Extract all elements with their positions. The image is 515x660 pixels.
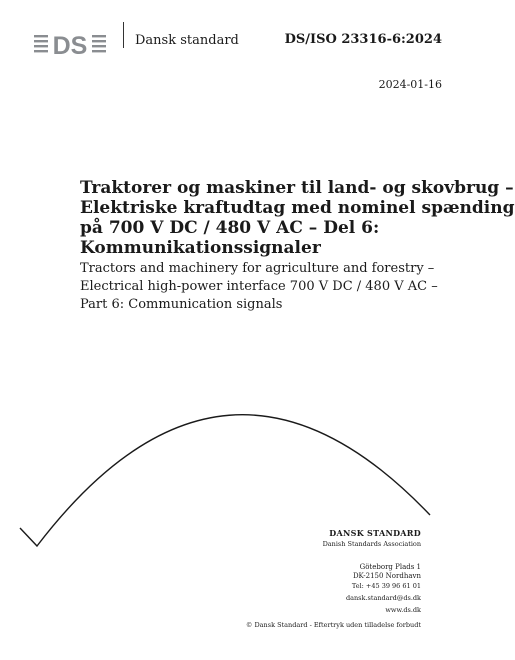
organization-name-english: Danish Standards Association xyxy=(322,540,421,548)
title-danish-line: Traktorer og maskiner til land- og skovbrug – xyxy=(80,178,514,198)
title-danish-line: Kommunikationssignaler xyxy=(80,238,321,258)
organization-name: DANSK STANDARD xyxy=(329,528,421,538)
ds-logo-text: DS xyxy=(52,32,88,60)
website: www.ds.dk xyxy=(385,606,421,614)
title-danish xyxy=(80,178,515,258)
title-english-line: Tractors and machinery for agriculture and forestry – xyxy=(80,261,435,276)
contact-block xyxy=(346,580,421,616)
address-line: Göteborg Plads 1 xyxy=(359,563,421,571)
phone-number: Tel: +45 39 96 61 01 xyxy=(351,582,421,590)
publisher-label: Dansk standard xyxy=(135,33,239,48)
organization-block xyxy=(323,528,421,548)
title-danish-line: Elektriske kraftudtag med nominel spænding xyxy=(80,198,515,218)
title-english xyxy=(80,260,450,314)
email-address: dansk.standard@ds.dk xyxy=(345,594,421,602)
publication-date: 2024-01-16 xyxy=(378,78,442,91)
address-line: DK-2150 Nordhavn xyxy=(352,572,421,580)
ds-logo xyxy=(34,32,106,58)
standard-designation: DS/ISO 23316-6:2024 xyxy=(284,32,442,47)
title-danish-line: på 700 V DC / 480 V AC – Del 6: xyxy=(80,218,380,238)
title-english-line: Electrical high-power interface 700 V DC / 480 V AC – xyxy=(80,279,438,294)
header-divider xyxy=(123,22,124,48)
address-block xyxy=(353,563,421,581)
copyright-notice: © Dansk Standard - Eftertryk uden tilladelse forbudt xyxy=(245,621,421,629)
title-english-line: Part 6: Communication signals xyxy=(80,297,283,312)
